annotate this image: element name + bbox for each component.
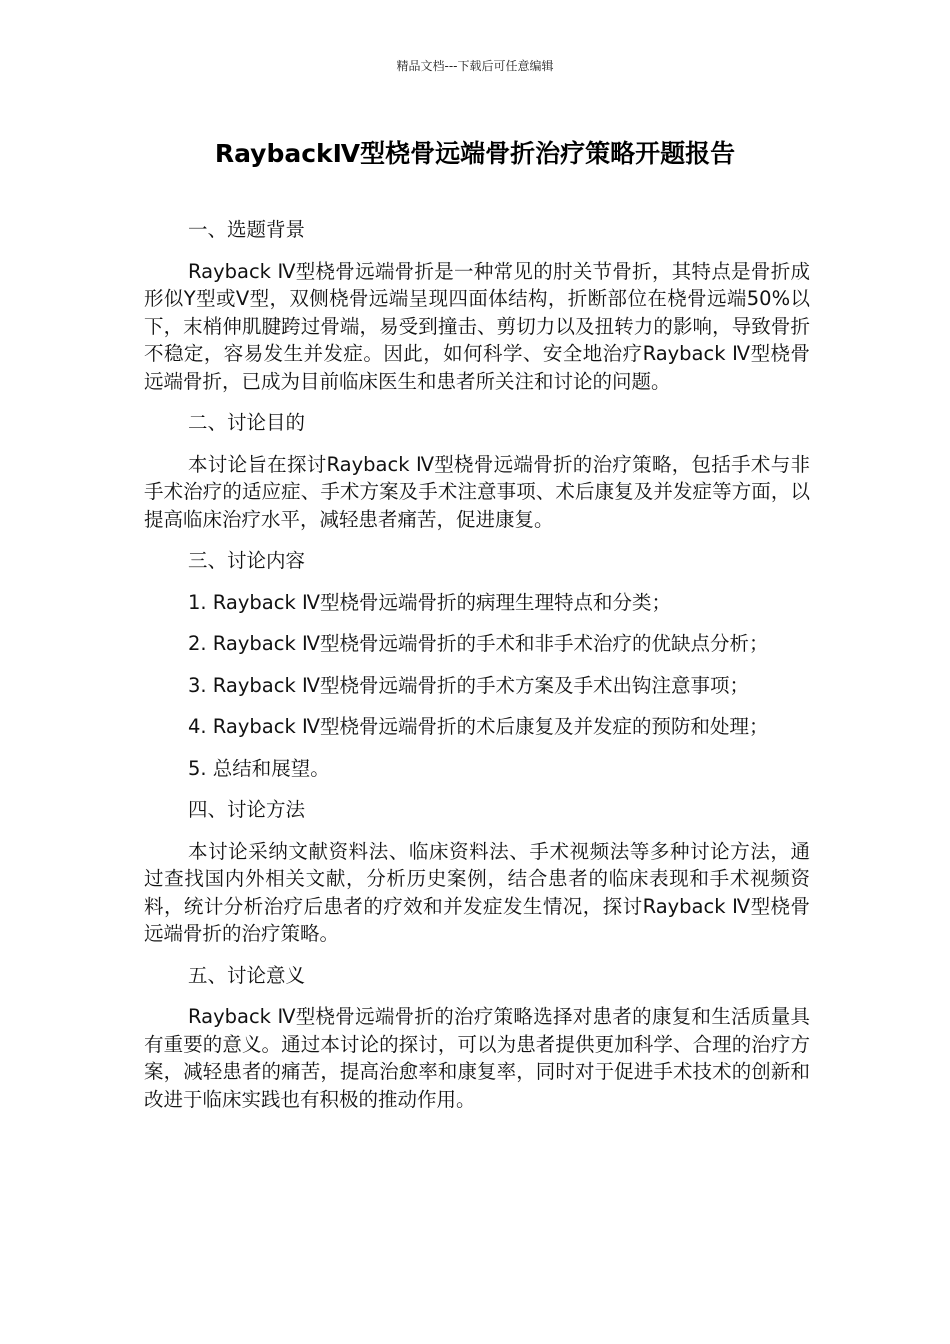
paragraph-background: Rayback Ⅳ型桡骨远端骨折是一种常见的肘关节骨折，其特点是骨折成形似Y型或V型，双侧桡骨远端呈现四面体结构，折断部位在桡骨远端50%以下，末梢伸肌腱跨过骨端，易受到撞击、剪切力以及扭转力的影响，导致骨折不稳定，容易发生并发症。因此，如何科学、安全地治疗Rayback Ⅳ型桡骨远端骨折，已成为目前临床医生和患者所关注和讨论的问题。 — [144, 259, 810, 393]
section-heading-content: 三、讨论内容 — [188, 549, 306, 572]
list-item: 2. Rayback Ⅳ型桡骨远端骨折的手术和非手术治疗的优缺点分析； — [188, 632, 769, 655]
section-heading-purpose: 二、讨论目的 — [188, 411, 306, 434]
paragraph-significance: Rayback Ⅳ型桡骨远端骨折的治疗策略选择对患者的康复和生活质量具有重要的意义。通过本讨论的探讨，可以为患者提供更加科学、合理的治疗方案，减轻患者的痛苦，提高治愈率和康复率，同时对于促进手术技术的创新和改进于临床实践也有积极的推动作用。 — [144, 1005, 810, 1111]
list-item: 5. 总结和展望。 — [188, 756, 330, 780]
section-heading-significance: 五、讨论意义 — [188, 963, 306, 987]
section-heading-background: 一、选题背景 — [188, 218, 306, 241]
paragraph-method: 本讨论采纳文献资料法、临床资料法、手术视频法等多种讨论方法，通过查找国内外相关文献，分析历史案例，结合患者的临床表现和手术视频资料，统计分析治疗后患者的疗效和并发症发生情况，探讨Rayback Ⅳ型桡骨远端骨折的治疗策略。 — [144, 839, 810, 945]
list-item: 4. Rayback Ⅳ型桡骨远端骨折的术后康复及并发症的预防和处理； — [188, 715, 769, 738]
page-header: 精品文档---下载后可任意编辑 — [396, 59, 554, 73]
list-item: 1. Rayback Ⅳ型桡骨远端骨折的病理生理特点和分类； — [188, 590, 671, 614]
section-heading-method: 四、讨论方法 — [188, 798, 306, 821]
document-title: RaybackⅣ型桡骨远端骨折治疗策略开题报告 — [214, 139, 736, 168]
paragraph-purpose: 本讨论旨在探讨Rayback Ⅳ型桡骨远端骨折的治疗策略，包括手术与非手术治疗的适应症、手术方案及手术注意事项、术后康复及并发症等方面，以提高临床治疗水平，减轻患者痛苦，促进康复。 — [144, 452, 810, 531]
list-item: 3. Rayback Ⅳ型桡骨远端骨折的手术方案及手术出钩注意事项； — [188, 673, 749, 697]
document-body — [144, 216, 810, 1127]
